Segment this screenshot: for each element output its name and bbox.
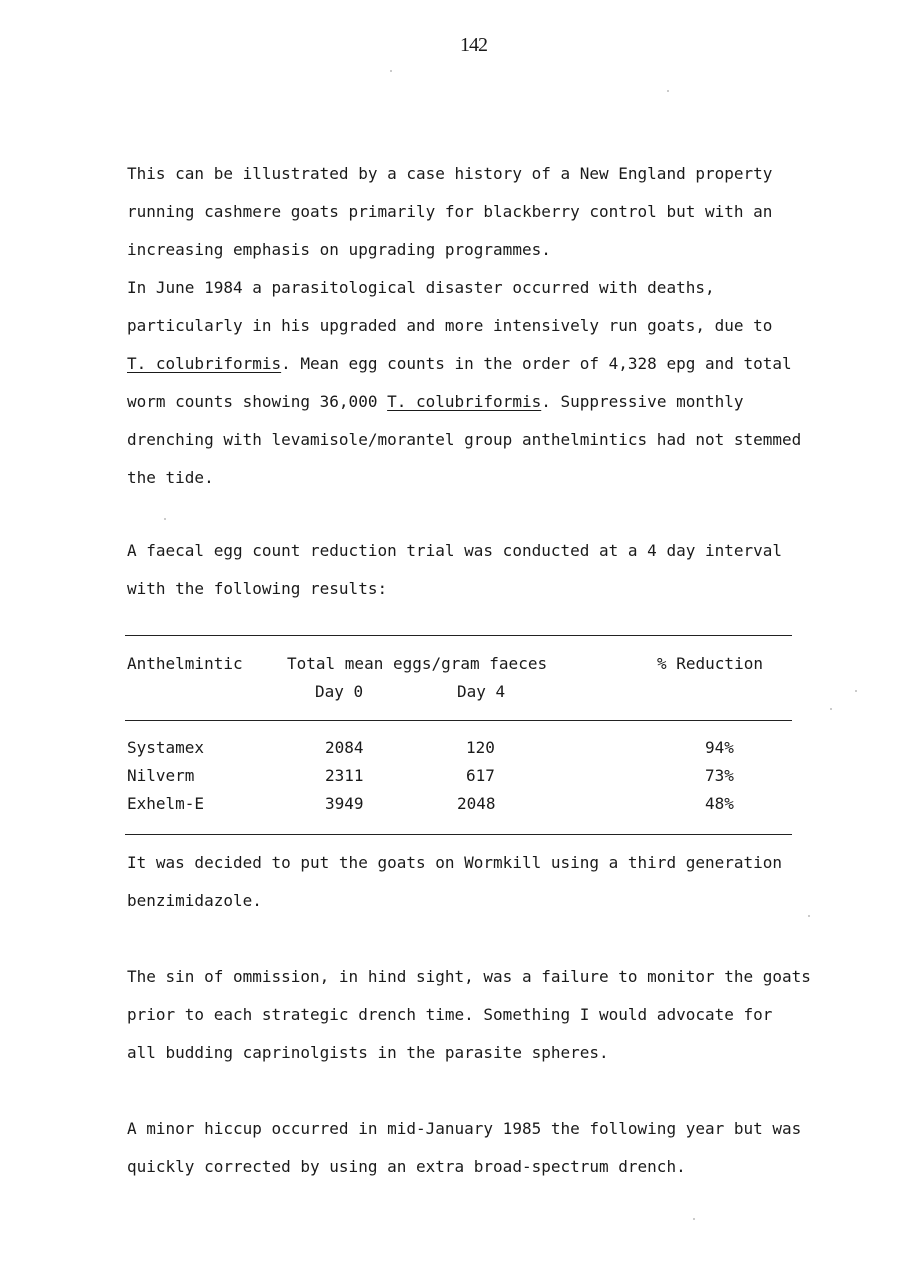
wormkill-paragraph (127, 844, 807, 920)
text-line: It was decided to put the goats on Wormkill using a third generation (127, 853, 783, 872)
text-fragment: . Suppressive monthly (541, 392, 744, 411)
monitoring-paragraph (127, 958, 811, 1072)
row-reduction: 94% (705, 738, 734, 757)
scan-speck (390, 70, 392, 72)
text-fragment: worm counts showing 36,000 (127, 392, 388, 411)
text-line: all budding caprinolgists in the parasite spheres. (127, 1043, 609, 1062)
scan-speck (667, 90, 669, 92)
text-line: quickly corrected by using an extra broad-spectrum drench. (127, 1157, 686, 1176)
header-day0: Day 0 (315, 682, 364, 701)
scan-speck (693, 1218, 695, 1220)
scan-speck (808, 915, 810, 917)
row-name: Exhelm-E (127, 794, 205, 813)
scan-speck (855, 690, 857, 692)
text-line: the tide. (127, 468, 214, 487)
text-line: A minor hiccup occurred in mid-January 1985 the following year but was (127, 1119, 802, 1138)
trial-intro-paragraph (127, 532, 807, 608)
text-line: running cashmere goats primarily for blackberry control but with an (127, 202, 773, 221)
header-day4: Day 4 (457, 682, 506, 701)
text-line: benzimidazole. (127, 891, 262, 910)
text-fragment: . Mean egg counts in the order of 4,328 epg and total (281, 354, 792, 373)
species-name: T. colubriformis (127, 354, 282, 373)
text-line: drenching with levamisole/morantel group anthelmintics had not stemmed (127, 430, 802, 449)
scan-speck (164, 518, 166, 520)
page-number: 142 (460, 34, 487, 56)
table-header-rule (125, 720, 792, 721)
row-reduction: 48% (705, 794, 734, 813)
row-day0: 2084 (325, 738, 364, 757)
text-line: In June 1984 a parasitological disaster occurred with deaths, (127, 278, 715, 297)
row-day0: 3949 (325, 794, 364, 813)
row-name: Systamex (127, 738, 205, 757)
row-day4: 120 (466, 738, 495, 757)
header-eggs: Total mean eggs/gram faeces (287, 654, 548, 673)
text-line (127, 383, 807, 421)
row-day4: 2048 (457, 794, 496, 813)
text-line: particularly in his upgraded and more intensively run goats, due to (127, 316, 773, 335)
row-reduction: 73% (705, 766, 734, 785)
text-line: increasing emphasis on upgrading programmes. (127, 240, 551, 259)
header-anthelmintic: Anthelmintic (127, 654, 243, 673)
text-line (127, 345, 807, 383)
hiccup-paragraph (127, 1110, 807, 1186)
text-line: A faecal egg count reduction trial was conducted at a 4 day interval (127, 541, 783, 560)
table-bottom-rule (125, 834, 792, 835)
header-reduction: % Reduction (657, 654, 763, 673)
text-line: prior to each strategic drench time. Something I would advocate for (127, 1005, 773, 1024)
row-day4: 617 (466, 766, 495, 785)
case-history-paragraph (127, 155, 807, 497)
table-top-rule (125, 635, 792, 636)
scan-speck (830, 708, 832, 710)
row-day0: 2311 (325, 766, 364, 785)
text-line: This can be illustrated by a case history of a New England property (127, 164, 773, 183)
text-line: The sin of ommission, in hind sight, was a failure to monitor the goats (127, 967, 811, 986)
egg-count-table (125, 634, 792, 836)
species-name: T. colubriformis (387, 392, 542, 411)
row-name: Nilverm (127, 766, 195, 785)
text-line: with the following results: (127, 579, 388, 598)
